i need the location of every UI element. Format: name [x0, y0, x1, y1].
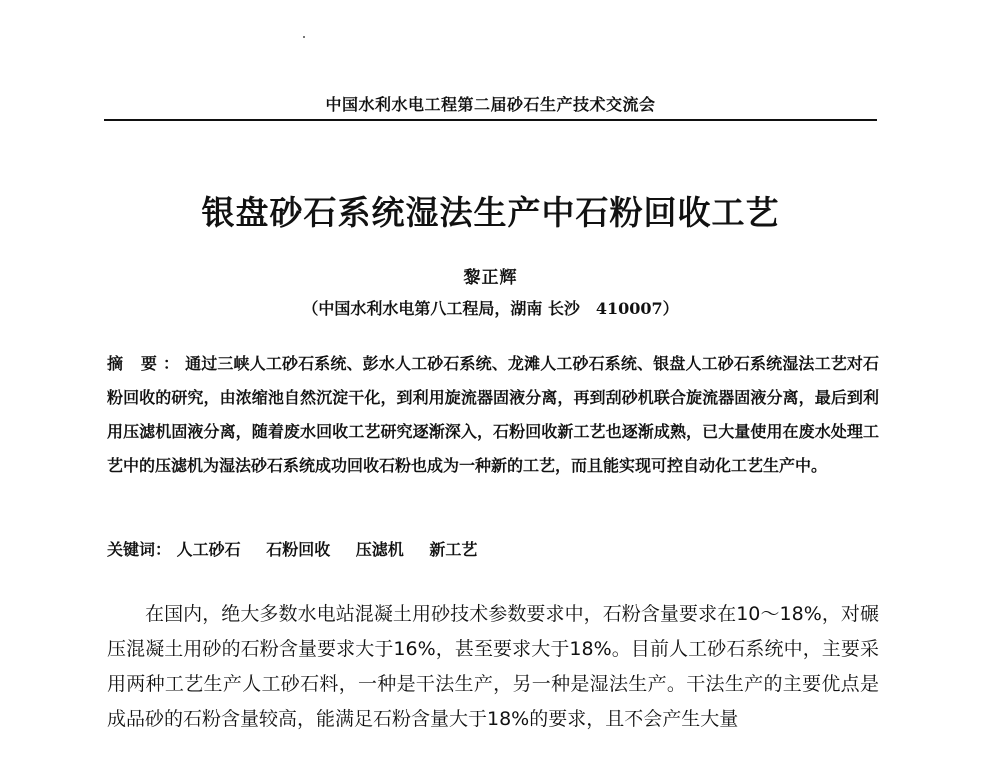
- keywords: [107, 537, 879, 560]
- author-name: 黎正辉: [463, 268, 518, 288]
- author-affiliation: （中国水利水电第八工程局，湖南 长沙 410007）: [302, 299, 679, 318]
- keyword: 新工艺: [429, 540, 478, 559]
- keyword: 石粉回收: [266, 540, 331, 559]
- scan-speck: [303, 36, 305, 38]
- header-rule: [104, 119, 877, 121]
- abstract-label: 摘 要：: [107, 354, 186, 373]
- abstract-text: 通过三峡人工砂石系统、彭水人工砂石系统、龙滩人工砂石系统、银盘人工砂石系统湿法工艺对石粉回收的研究，由浓缩池自然沉淀干化，到利用旋流器固液分离，再到刮砂机联合旋流器固液分离，最后到利用压滤机固液分离，随着废水回收工艺研究逐渐深入，石粉回收新工艺也逐渐成熟，已大量使用在废水处理工艺中的压滤机为湿法砂石系统成功回收石粉也成为一种新的工艺，而且能实现可控自动化工艺生产中。: [107, 354, 879, 475]
- abstract: [107, 347, 879, 483]
- body-paragraph: 在国内，绝大多数水电站混凝土用砂技术参数要求中，石粉含量要求在10～18%，对碾压混凝土用砂的石粉含量要求大于16%，甚至要求大于18%。目前人工砂石系统中，主要采用两种工艺生产人工砂石料，一种是干法生产，另一种是湿法生产。干法生产的主要优点是成品砂的石粉含量较高，能满足石粉含量大于18%的要求，且不会产生大量: [107, 603, 879, 730]
- paper-title: 银盘砂石系统湿法生产中石粉回收工艺: [201, 193, 780, 232]
- keyword: 压滤机: [355, 540, 404, 559]
- keyword: 人工砂石: [176, 540, 241, 559]
- running-header: 中国水利水电工程第二届砂石生产技术交流会: [325, 95, 656, 114]
- keywords-label: 关键词：: [107, 540, 172, 559]
